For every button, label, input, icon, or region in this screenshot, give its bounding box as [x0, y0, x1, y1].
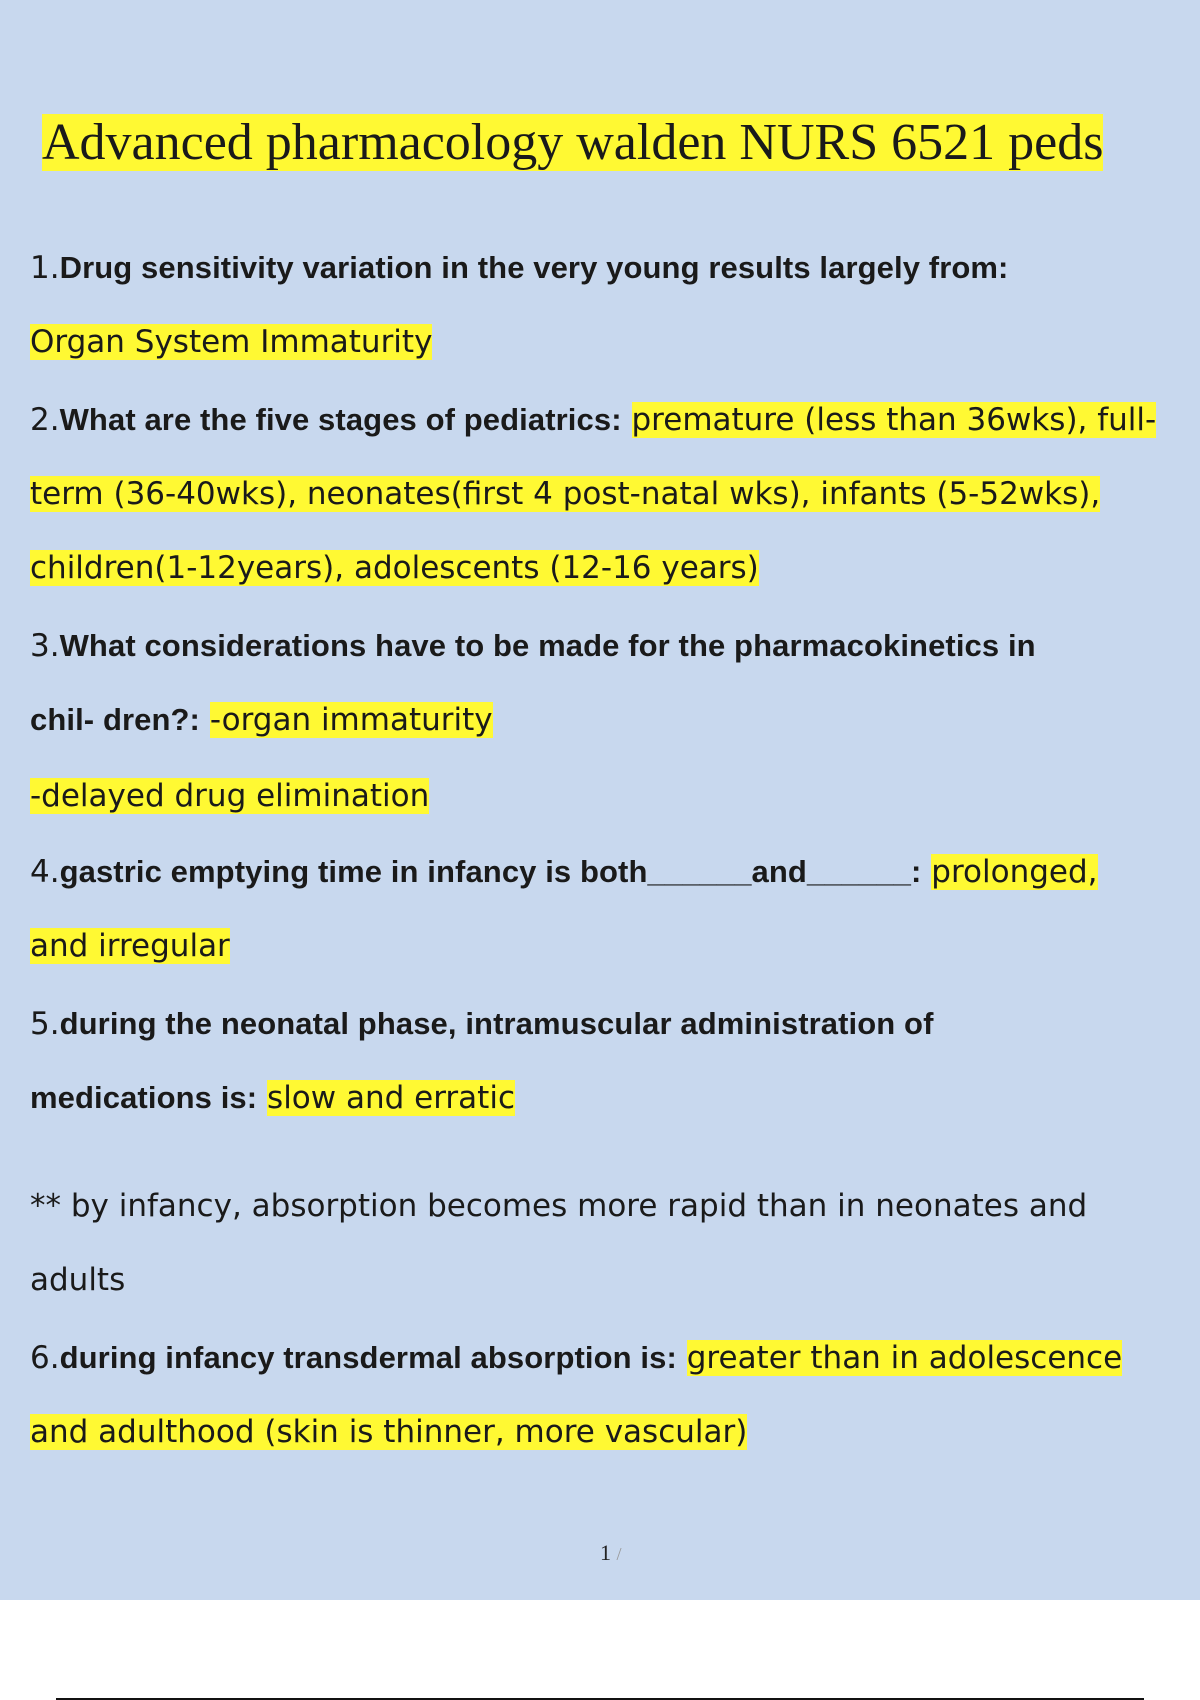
answer-text: Organ System Immaturity [30, 324, 433, 360]
question-number: 5. [30, 1006, 60, 1042]
question-text: medications is: [30, 1080, 258, 1115]
answer-text: premature (less than 36wks), full- [631, 402, 1157, 438]
question-4 [30, 850, 1098, 894]
question-number: 1. [30, 250, 60, 286]
answer-4-line-2 [30, 924, 230, 968]
question-number: 6. [30, 1340, 60, 1376]
page-number-value: 1 [600, 1540, 611, 1565]
document-title [42, 108, 1103, 178]
question-text: gastric emptying time in infancy is both______and______: [59, 854, 922, 889]
answer-text: and irregular [30, 928, 230, 964]
question-text: chil- dren?: [30, 702, 200, 737]
question-5 [30, 1002, 934, 1046]
answer-text: term (36-40wks), neonates(first 4 post-natal wks), infants (5-52wks), [30, 476, 1101, 512]
question-text: during infancy transdermal absorption is: [59, 1340, 677, 1375]
answer-text: -organ immaturity [209, 702, 493, 738]
question-3 [30, 624, 1036, 668]
answer-2-line-3 [30, 546, 759, 590]
question-text: What are the five stages of pediatrics: [59, 402, 622, 437]
answer-1 [30, 320, 432, 364]
question-2 [30, 398, 1156, 442]
answer-3-line-2 [30, 774, 429, 818]
page-number-suffix: / [616, 1544, 622, 1564]
question-text: Drug sensitivity variation in the very young results largely from: [59, 250, 1009, 285]
answer-text: prolonged, [931, 854, 1098, 890]
question-text: during the neonatal phase, intramuscular administration of [59, 1006, 934, 1041]
question-5-line-2 [30, 1076, 515, 1120]
question-3-line-2 [30, 698, 493, 742]
question-6 [30, 1336, 1122, 1380]
answer-text: greater than in adolescence [686, 1340, 1123, 1376]
answer-text: -delayed drug elimination [30, 778, 430, 814]
answer-6-line-2 [30, 1410, 747, 1454]
answer-text: children(1-12years), adolescents (12-16 years) [30, 550, 759, 586]
note-line-1: ** by infancy, absorption becomes more rapid than in neonates and [30, 1188, 1088, 1224]
question-text: What considerations have to be made for the pharmacokinetics in [59, 628, 1036, 663]
answer-2-line-2 [30, 472, 1100, 516]
page-number [600, 1540, 622, 1566]
question-number: 3. [30, 628, 60, 664]
question-number: 4. [30, 854, 60, 890]
question-1 [30, 246, 1008, 290]
answer-text: slow and erratic [267, 1080, 515, 1116]
answer-text: and adulthood (skin is thinner, more vascular) [30, 1414, 748, 1450]
title-highlight: Advanced pharmacology walden NURS 6521 peds [42, 114, 1104, 171]
question-number: 2. [30, 402, 60, 438]
note-line-2: adults [30, 1262, 126, 1298]
